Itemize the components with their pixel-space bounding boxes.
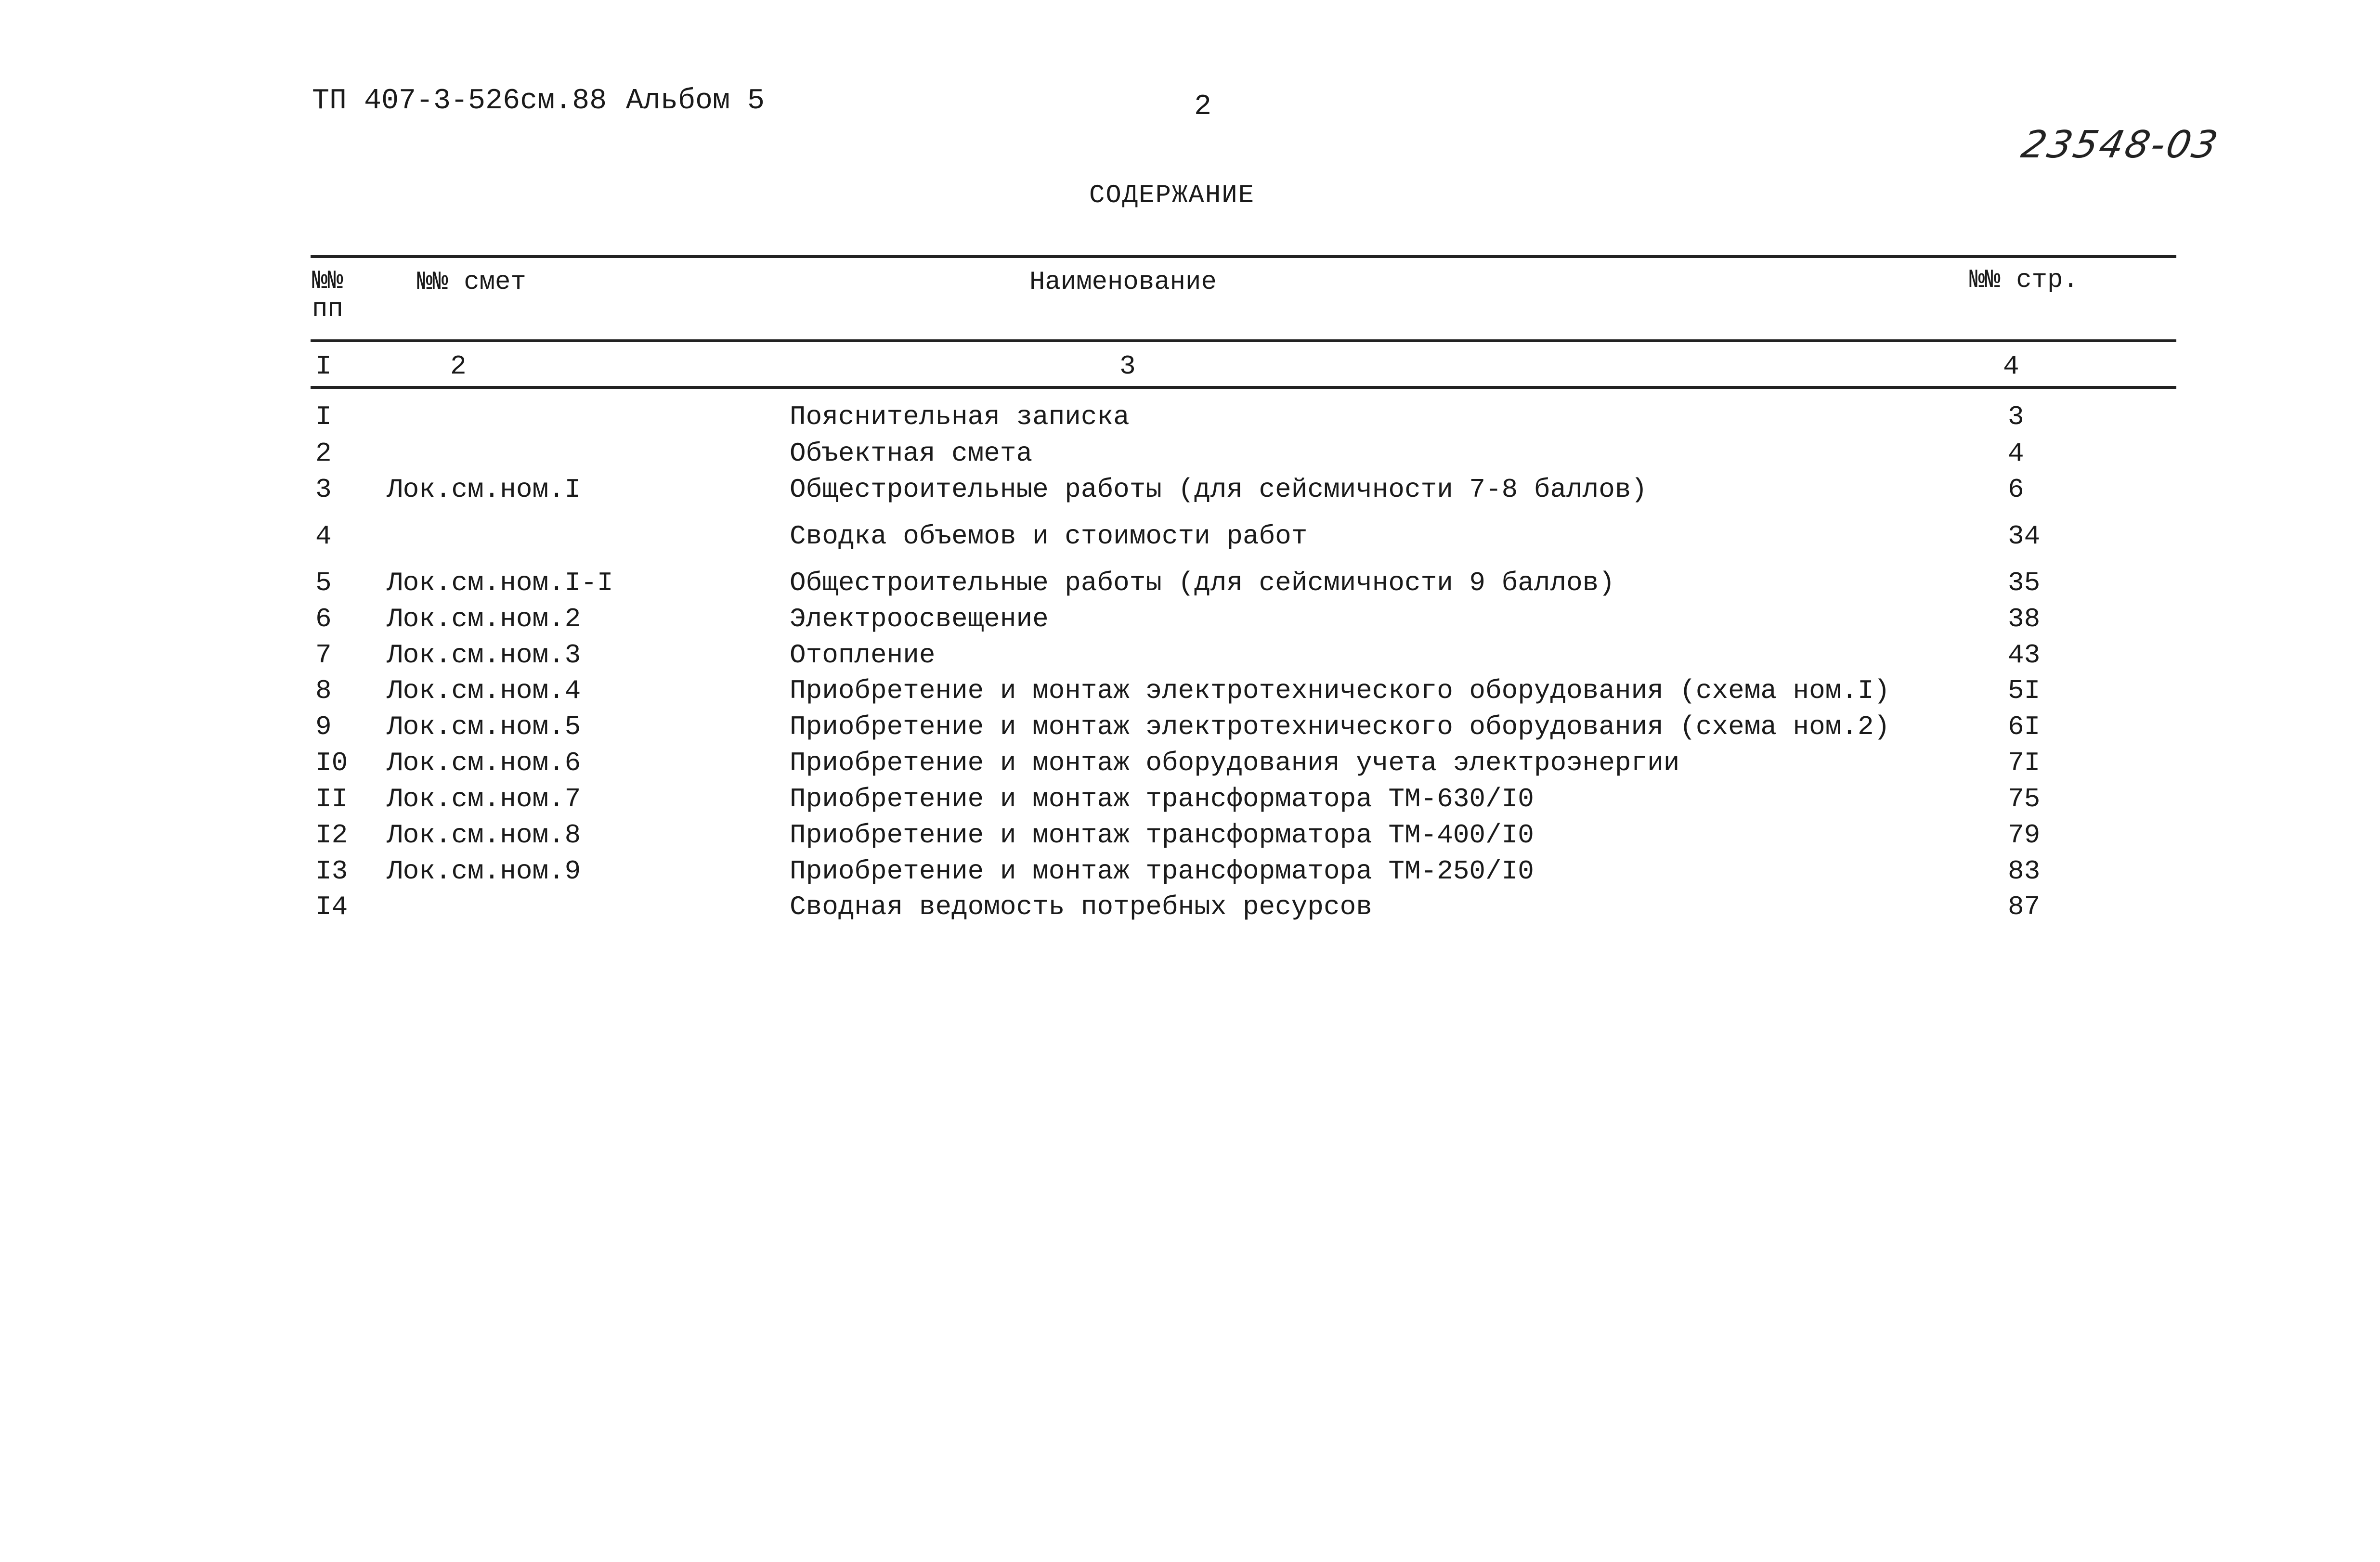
row-name: Объектная смета — [790, 438, 1033, 469]
table-row — [0, 786, 2380, 819]
column-number-3: 3 — [1119, 351, 1136, 382]
table-row — [0, 749, 2380, 783]
row-number: 8 — [315, 675, 332, 706]
table-row — [0, 440, 2380, 474]
table-row — [0, 569, 2380, 603]
row-page: 87 — [2008, 891, 2041, 922]
table-row — [0, 893, 2380, 927]
row-name: Сводка объемов и стоимости работ — [790, 521, 1308, 552]
row-page: 75 — [2008, 784, 2041, 814]
row-estimate: Лок.см.ном.6 — [387, 748, 581, 778]
row-page: 79 — [2008, 820, 2041, 851]
row-estimate: Лок.см.ном.9 — [387, 856, 581, 887]
row-name: Пояснительная записка — [790, 401, 1130, 432]
row-number: I3 — [315, 856, 348, 887]
page-title: СОДЕРЖАНИЕ — [1089, 181, 1255, 210]
row-number: 4 — [315, 521, 332, 552]
column-number-4: 4 — [2003, 351, 2019, 382]
row-name: Приобретение и монтаж трансформатора ТМ-400/I0 — [790, 820, 1534, 851]
row-estimate: Лок.см.ном.4 — [387, 675, 581, 706]
row-page: 35 — [2008, 568, 2041, 598]
row-name: Отопление — [790, 640, 936, 671]
table-top-rule — [311, 255, 2176, 258]
row-estimate: Лок.см.ном.5 — [387, 711, 581, 742]
table-row — [0, 476, 2380, 510]
row-estimate: Лок.см.ном.3 — [387, 640, 581, 671]
row-page: 5I — [2008, 675, 2041, 706]
row-name: Приобретение и монтаж трансформатора ТМ-250/I0 — [790, 856, 1534, 887]
table-row — [0, 523, 2380, 556]
row-estimate: Лок.см.ном.I — [387, 474, 581, 505]
row-name: Приобретение и монтаж электротехнического оборудования (схема ном.I) — [790, 675, 1890, 706]
header-page: №№ стр. — [1969, 266, 2079, 295]
row-number: 3 — [315, 474, 332, 505]
column-numbers-bottom-rule — [311, 386, 2176, 389]
row-page: 7I — [2008, 748, 2041, 778]
row-number: 2 — [315, 438, 332, 469]
row-name: Общестроительные работы (для сейсмичности 7-8 баллов) — [790, 474, 1648, 505]
row-page: 38 — [2008, 604, 2041, 634]
row-number: II — [315, 784, 348, 814]
row-number: I2 — [315, 820, 348, 851]
row-name: Общестроительные работы (для сейсмичности 9 баллов) — [790, 568, 1615, 598]
row-page: 43 — [2008, 640, 2041, 671]
row-number: I0 — [315, 748, 348, 778]
row-estimate: Лок.см.ном.7 — [387, 784, 581, 814]
header-estimate: №№ смет — [417, 268, 526, 297]
row-name: Приобретение и монтаж трансформатора ТМ-630/I0 — [790, 784, 1534, 814]
row-number: 5 — [315, 568, 332, 598]
row-name: Приобретение и монтаж электротехнического оборудования (схема ном.2) — [790, 711, 1890, 742]
table-row — [0, 606, 2380, 639]
handwritten-stamp-number: 23548-03 — [2017, 123, 2224, 167]
header-bottom-rule — [311, 339, 2176, 342]
table-row — [0, 858, 2380, 891]
row-number: 9 — [315, 711, 332, 742]
row-page: 3 — [2008, 401, 2024, 432]
row-number: I4 — [315, 891, 348, 922]
row-estimate: Лок.см.ном.8 — [387, 820, 581, 851]
row-number: 7 — [315, 640, 332, 671]
table-row — [0, 713, 2380, 747]
row-number: 6 — [315, 604, 332, 634]
row-estimate: Лок.см.ном.I-I — [387, 568, 613, 598]
row-estimate: Лок.см.ном.2 — [387, 604, 581, 634]
table-row — [0, 403, 2380, 437]
header-number: №№ пп — [312, 267, 343, 324]
table-row — [0, 822, 2380, 855]
column-number-1: I — [315, 351, 332, 382]
row-name: Сводная ведомость потребных ресурсов — [790, 891, 1372, 922]
header-name: Наименование — [1029, 268, 1217, 297]
row-page: 6 — [2008, 474, 2024, 505]
document-code: ТП 407-3-526см.88 — [312, 85, 607, 117]
row-page: 34 — [2008, 521, 2041, 552]
column-number-2: 2 — [450, 351, 467, 382]
table-row — [0, 677, 2380, 711]
row-page: 6I — [2008, 711, 2041, 742]
row-page: 4 — [2008, 438, 2024, 469]
row-page: 83 — [2008, 856, 2041, 887]
album-label: Альбом 5 — [626, 85, 765, 117]
table-row — [0, 642, 2380, 675]
row-name: Электроосвещение — [790, 604, 1049, 634]
row-name: Приобретение и монтаж оборудования учета электроэнергии — [790, 748, 1680, 778]
row-number: I — [315, 401, 332, 432]
page-number: 2 — [1194, 90, 1212, 123]
